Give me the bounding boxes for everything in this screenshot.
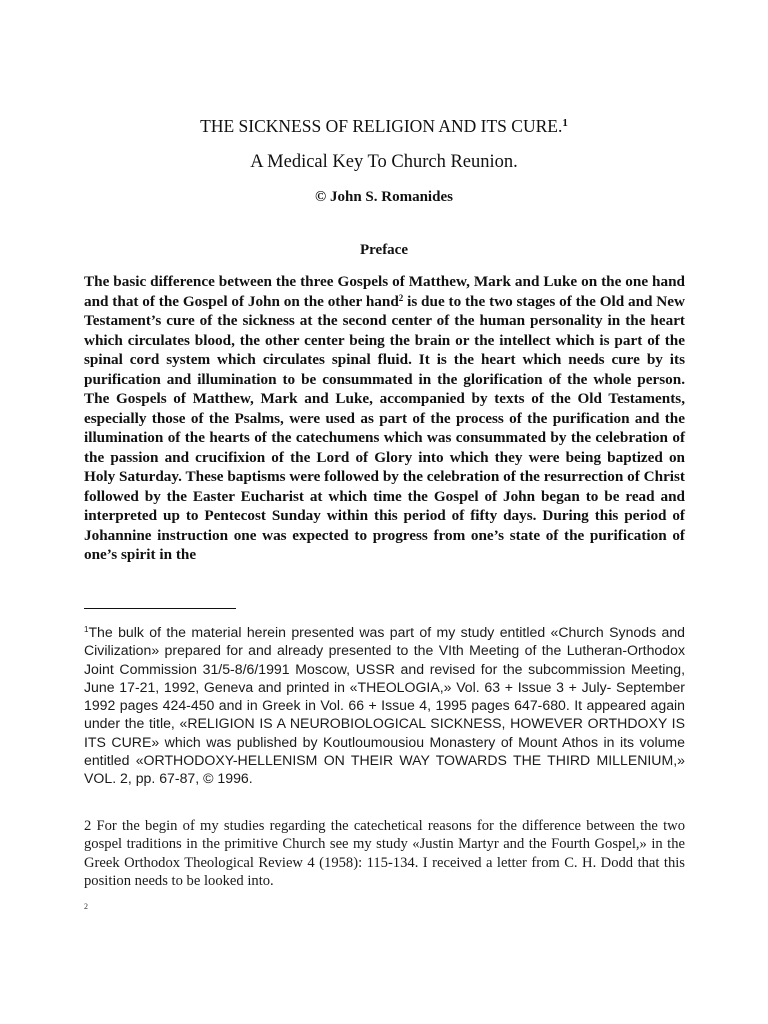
author-line: © John S. Romanides: [315, 189, 453, 205]
section-heading: Preface: [359, 242, 409, 258]
paragraph-text-part2: is due to the two stages of the Old and New Testament’s cure of the sickness at the second center of the human personality in the heart which circulates blood, the other center being the brain or the intellect which is part of the spinal cord system which circulates spinal fluid. It is the heart which needs cure by its purification and illumination to be consummated in the glorification of the whole person. The Gospels of Matthew, Mark and Luke, accompanied by texts of the Old Testaments, especially those of the Psalms, were used as part of the process of the purification and the illumination of the hearts of the catechumens which was consummated by the celebration of the passion and crucifixion of the Lord of Glory into which they were being baptized on Holy Saturday. These baptisms were followed by the celebration of the resurrection of Christ followed by the Easter Eucharist at which time the Gospel of John began to be read and interpreted up to Pentecost Sunday within this period of fifty days. During this period of Johannine instruction one was expected to progress from one’s state of the purification of one’s spirit in the: [84, 292, 685, 563]
footnote-2: [84, 817, 685, 891]
document-title-text: THE SICKNESS OF RELIGION AND ITS CURE.: [200, 116, 563, 136]
document-subtitle: A Medical Key To Church Reunion.: [250, 152, 518, 172]
footnote-separator: [84, 608, 236, 609]
document-title: [0, 112, 768, 137]
footnote-1-mark: 1: [84, 625, 89, 634]
preface-paragraph: [84, 272, 685, 565]
paragraph-text-part1: The basic difference between the three Gospels of Matthew, Mark and Luke on the one hand and that of the Gospel of John on the other hand: [84, 273, 685, 310]
body-footnote-mark[interactable]: 2: [398, 292, 404, 303]
page-marker: 2: [84, 902, 88, 911]
footnote-1: [84, 623, 685, 788]
footnote-2-text: 2 For the begin of my studies regarding the catechetical reasons for the difference between the two gospel traditions in the primitive Church see my study «Justin Martyr and the Fourth Gospel,» in the Greek Orthodox Theological Review 4 (1958): 115-134. I received a letter from C. H. Dodd that this position needs to be looked into.: [84, 818, 685, 890]
title-footnote-mark[interactable]: 1: [562, 117, 568, 129]
footnote-1-text: The bulk of the material herein presented was part of my study entitled «Church Synods and Civilization» prepared for and already presented to the VIth Meeting of the Lutheran-Orthodox Joint Commission 31/5-8/6/1991 Moscow, USSR and revised for the subcommission Meeting, June 17-21, 1992, Geneva and printed in «THEOLOGIA,» Vol. 63 + Issue 3 + July- September 1992 pages 424-450 and in Greek in Vol. 66 + Issue 4, 1995 pages 647-680. It appeared again under the title, «RELIGION IS A NEUROBIOLOGICAL SICKNESS, HOWEVER ORTHDOXY IS ITS CURE» which was published by Koutloumousiou Monastery of Mount Athos in its volume entitled «ORTHODOXY-HELLENISM ON THEIR WAY TOWARDS THE THIRD MILLENIUM,» VOL. 2, pp. 67-87, © 1996.: [84, 624, 685, 787]
